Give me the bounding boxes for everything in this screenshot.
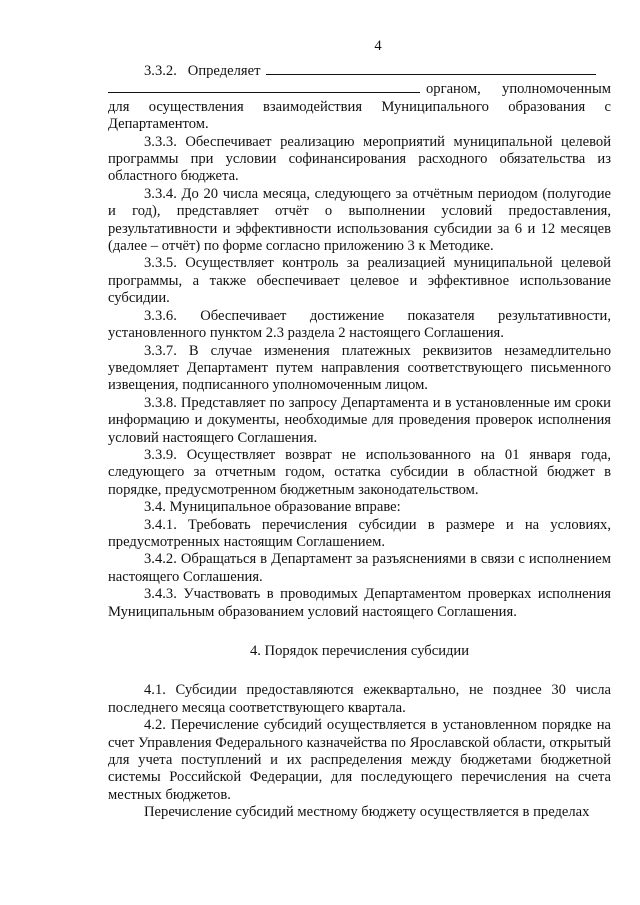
paragraph-3-4-1: 3.4.1. Требовать перечисления субсидии в размере и на условиях, предусмотренных настоящим Соглашением. [108, 516, 611, 550]
paragraph-3-3-8: 3.3.8. Представляет по запросу Департамента и в установленные им сроки информацию и документы, необходимые для проведения проверок исполнения условий настоящего Соглашения. [108, 394, 611, 446]
paragraph-4-2-continued: Перечисление субсидий местному бюджету осуществляется в пределах [144, 804, 590, 821]
paragraph-3-3-2-suffix: органом, уполномоченным для осуществления взаимодействия Муниципального образования с Департаментом. [108, 81, 611, 133]
section-4-heading: 4. Порядок перечисления субсидии [249, 643, 470, 659]
paragraph-3-4-3: 3.4.3. Участвовать в проводимых Департаментом проверках исполнения Муниципальным образованием условий настоящего Соглашения. [108, 586, 611, 620]
paragraph-3-4: 3.4. Муниципальное образование вправе: [144, 499, 401, 516]
paragraph-4-1: 4.1. Субсидии предоставляются ежеквартально, не позднее 30 числа последнего месяца соответствующего квартала. [108, 682, 611, 716]
paragraph-3-3-7: 3.3.7. В случае изменения платежных реквизитов незамедлительно уведомляет Департамент путем направления соответствующего письменного извещения, подписанного уполномоченным лицом. [108, 342, 611, 394]
paragraph-3-3-6: 3.3.6. Обеспечивает достижение показателя результативности, установленного пунктом 2.3 раздела 2 настоящего Соглашения. [108, 307, 611, 342]
paragraph-3-3-3: 3.3.3. Обеспечивает реализацию мероприятий муниципальной целевой программы при условии софинансирования расходного обязательства из областного бюджета. [108, 133, 611, 185]
paragraph-3-3-2-prefix: 3.3.2. Определяет [144, 63, 261, 79]
paragraph-3-4-2: 3.4.2. Обращаться в Департамент за разъяснениями в связи с исполнением настоящего Соглашения. [108, 551, 611, 585]
paragraph-3-3-4: 3.3.4. До 20 числа месяца, следующего за отчётным периодом (полугодие и год), представляет отчёт о выполнении условий предоставления, результативности и эффективности использования субсидии за 6 и 12 месяцев (далее – отчёт) по форме согласно приложению 3 к Методике. [108, 185, 611, 255]
blank-line-2 [108, 80, 420, 93]
paragraph-3-3-2 [108, 62, 611, 134]
paragraph-3-3-9: 3.3.9. Осуществляет возврат не использованного на 01 января года, следующего за отчетным годом, остатка субсидии в областной бюджет в порядке, предусмотренном бюджетным законодательством. [108, 446, 611, 498]
document-body [108, 62, 611, 822]
paragraph-3-3-5: 3.3.5. Осуществляет контроль за реализацией муниципальной целевой программы, а также обеспечивает целевое и эффективное использование субсидии. [108, 255, 611, 307]
page-number: 4 [374, 38, 382, 54]
blank-line [266, 62, 596, 75]
paragraph-4-2: 4.2. Перечисление субсидий осуществляется в установленном порядке на счет Управления Федерального казначейства по Ярославской области, открытый для учета поступлений и их распределения между бюджетами бюджетной системы Российской Федерации, для последующего перечисления на счета местных бюджетов. [108, 717, 611, 803]
